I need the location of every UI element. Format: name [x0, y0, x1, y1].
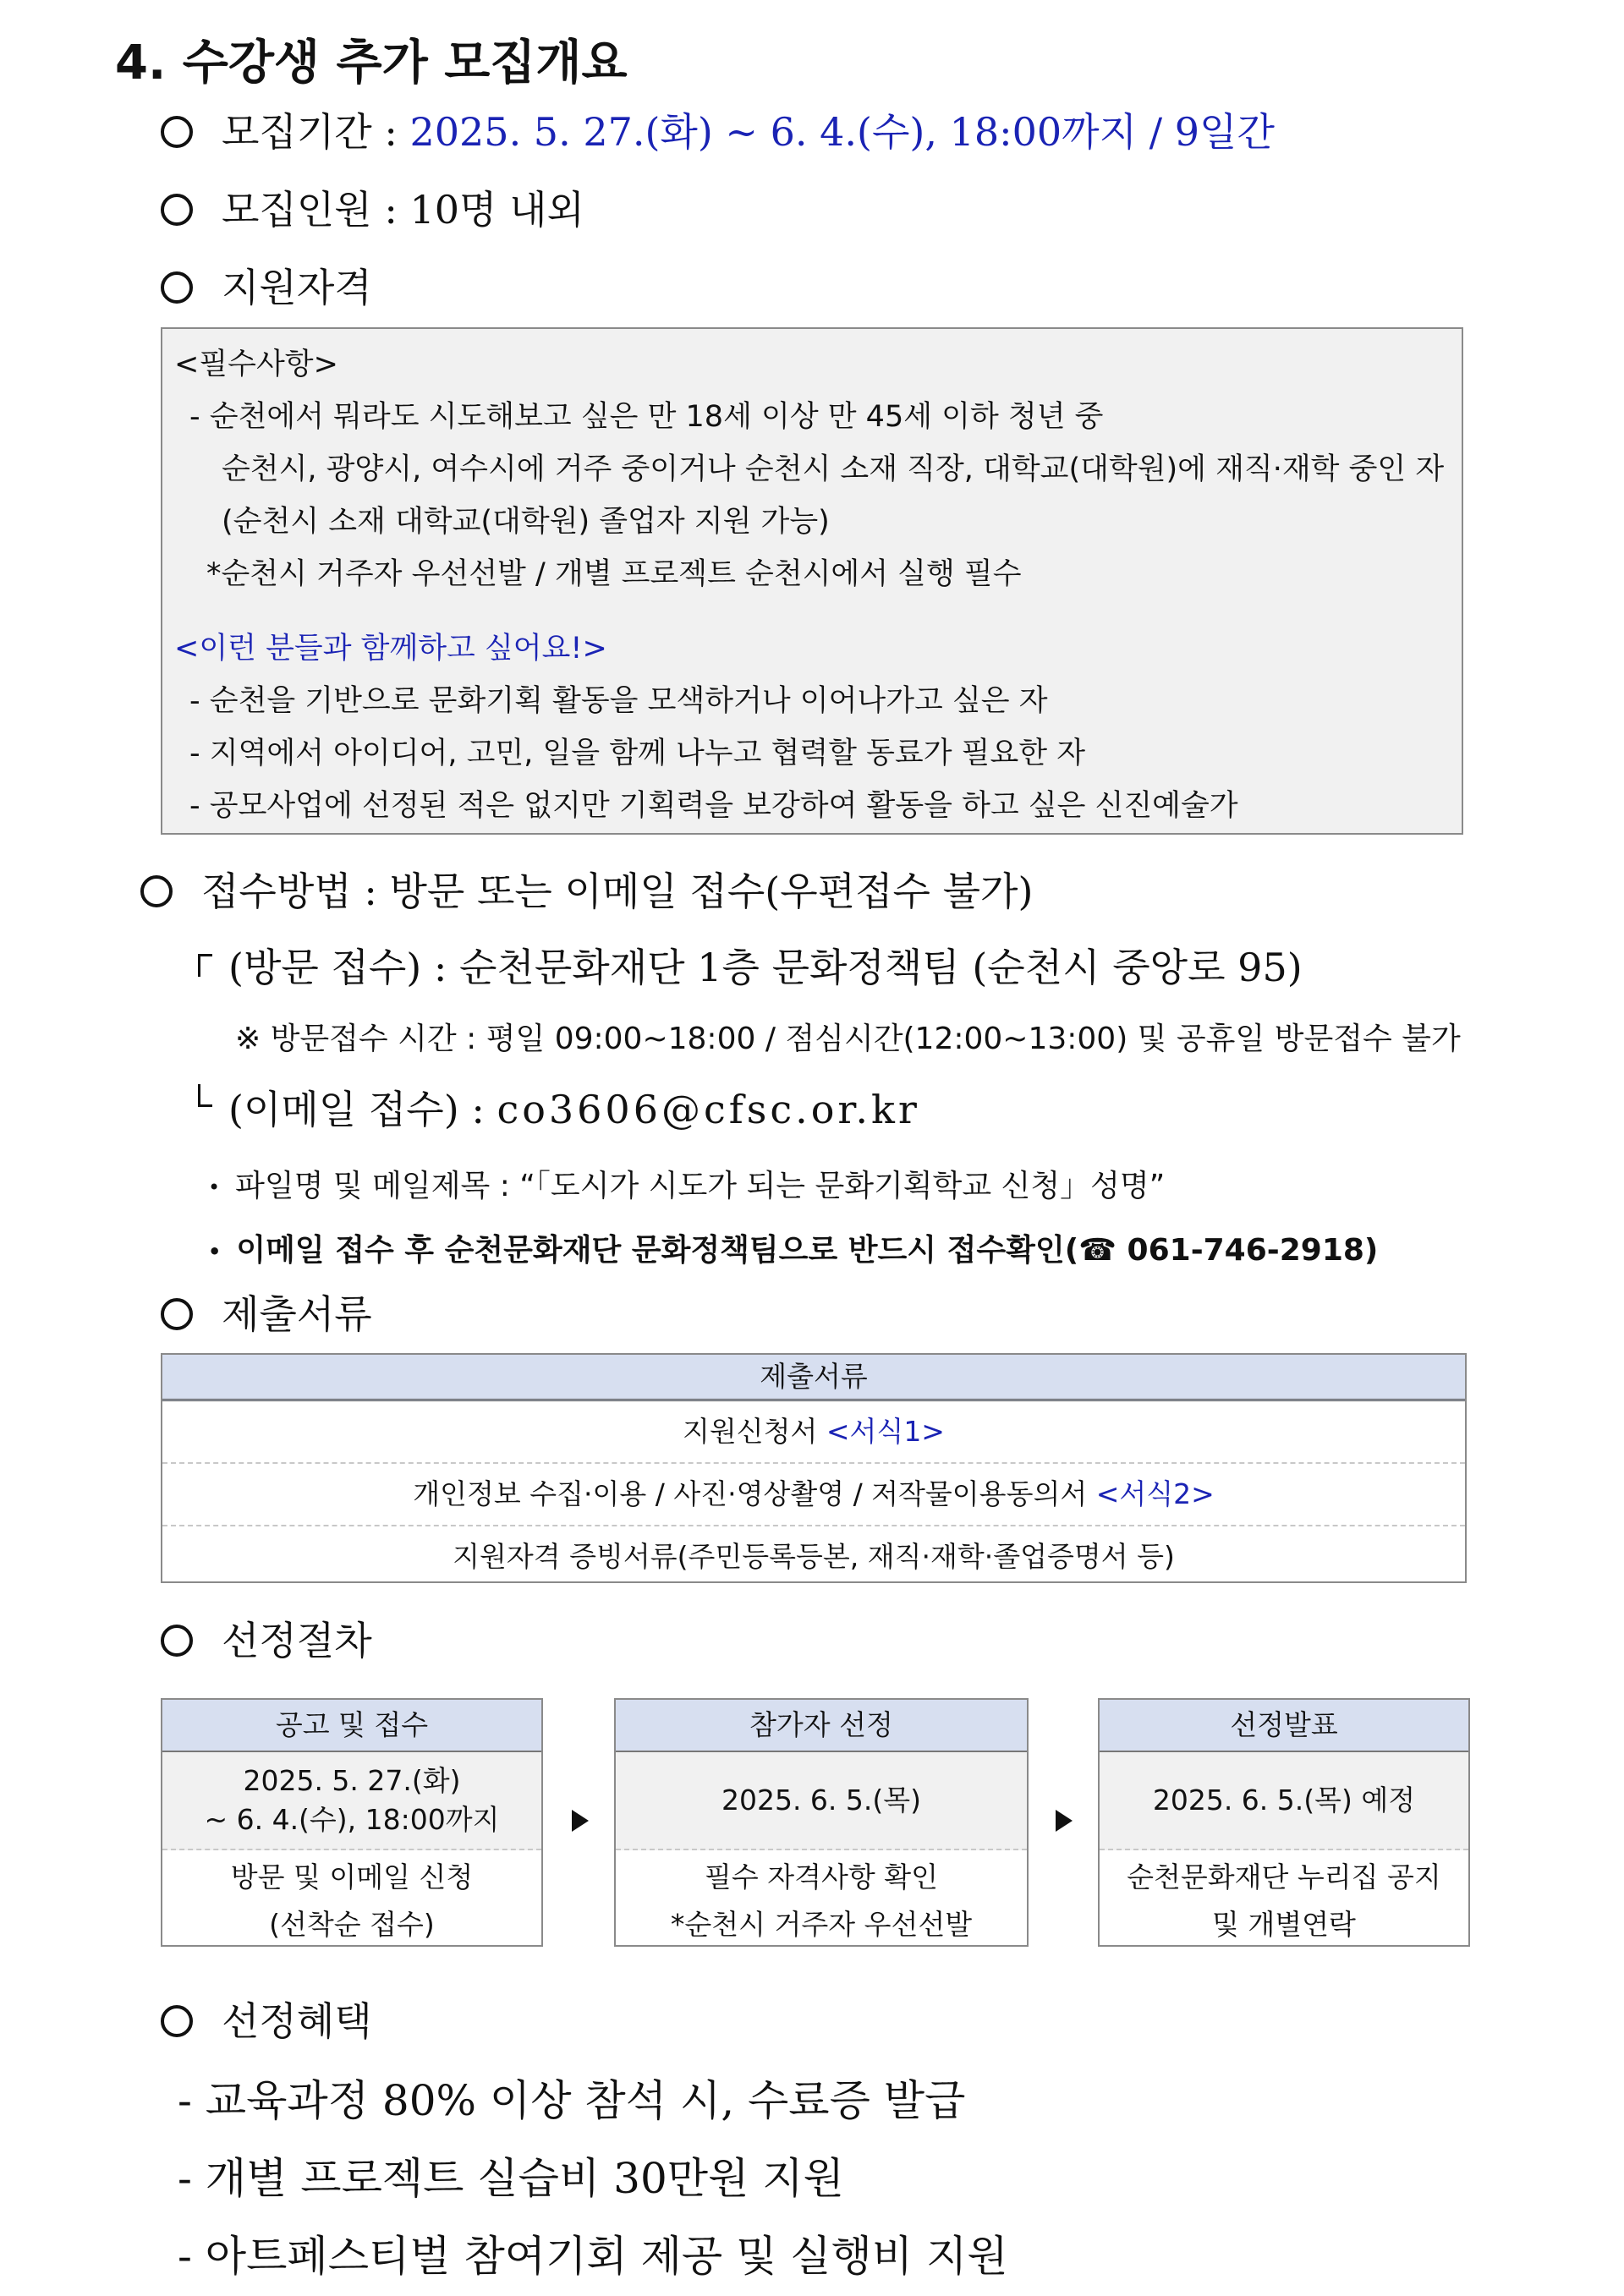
- visit-note: ※ 방문접수 시간 : 평일 09:00~18:00 / 점심시간(12:00~13:00) 및 공휴일 방문접수 불가: [235, 1022, 1461, 1056]
- benefit-item: - 아트페스티벌 참여기회 제공 및 실행비 지원: [178, 2232, 1008, 2281]
- circle-bullet-icon: [161, 1625, 193, 1657]
- benefits-heading: 선정혜택: [161, 1991, 372, 2047]
- circle-bullet-icon: [161, 271, 193, 304]
- documents-table: [161, 1353, 1467, 1583]
- required-line: (순천시 소재 대학교(대학원) 졸업자 지원 가능): [222, 505, 830, 539]
- tree-corner-bottom: [198, 1084, 212, 1107]
- documents-row: 개인정보 수집·이용 / 사진·영상촬영 / 저작물이용동의서 <서식2>: [162, 1464, 1465, 1526]
- required-line: 순천시, 광양시, 여수시에 거주 중이거나 순천시 소재 직장, 대학교(대학원)에 재직·재학 중인 자: [222, 452, 1445, 486]
- benefit-item: - 교육과정 80% 이상 참석 시, 수료증 발급: [178, 2076, 966, 2125]
- section-title: 4. 수강생 추가 모집개요: [115, 36, 628, 90]
- visit-submission: (방문 접수) : 순천문화재단 1층 문화정책팀 (순천시 중앙로 95): [228, 945, 1303, 990]
- step-date: 2025. 6. 5.(목): [616, 1752, 1027, 1850]
- circle-bullet-icon: [161, 1298, 193, 1330]
- email-submission: [228, 1079, 920, 1135]
- confirm-bullet: • 이메일 접수 후 순천문화재단 문화정책팀으로 반드시 접수확인(☎ 061-746-2918): [208, 1233, 1379, 1268]
- step-title: 선정발표: [1100, 1700, 1468, 1752]
- wish-title: <이런 분들과 함께하고 싶어요!>: [174, 632, 607, 666]
- step-desc: 필수 자격사항 확인 *순천시 거주자 우선선발: [670, 1860, 973, 1941]
- step-date: 2025. 6. 5.(목) 예정: [1100, 1752, 1468, 1850]
- recruit-period-label: 모집기간 :: [222, 109, 410, 155]
- required-line: *순천시 거주자 우선선발 / 개별 프로젝트 순천시에서 실행 필수: [206, 557, 1022, 591]
- wish-line: - 공모사업에 선정된 적은 없지만 기획력을 보강하여 활동을 하고 싶은 신진예술가: [189, 789, 1238, 823]
- arrow-right-icon: [572, 1810, 589, 1832]
- file-name-bullet: • 파일명 및 메일제목 : “「도시가 시도가 되는 문화기획학교 신청」성명”: [208, 1169, 1166, 1203]
- step-card: [1098, 1698, 1470, 1947]
- selection-heading: 선정절차: [161, 1610, 372, 1666]
- step-title: 참가자 선정: [616, 1700, 1027, 1752]
- circle-bullet-icon: [140, 875, 173, 907]
- wish-line: - 순천을 기반으로 문화기획 활동을 모색하거나 이어나가고 싶은 자: [189, 684, 1048, 718]
- step-desc: 방문 및 이메일 신청 (선착순 접수): [230, 1860, 474, 1941]
- recruit-count: [161, 179, 584, 235]
- wish-line: - 지역에서 아이디어, 고민, 일을 함께 나누고 협력할 동료가 필요한 자: [189, 737, 1086, 770]
- tree-corner-top: [198, 954, 212, 977]
- documents-row: 지원자격 증빙서류(주민등록등본, 재직·재학·졸업증명서 등): [453, 1540, 1175, 1573]
- recruit-period-value: 2025. 5. 27.(화) ~ 6. 4.(수), 18:00까지 / 9일간: [409, 109, 1275, 155]
- eligibility-heading: 지원자격: [161, 257, 372, 313]
- email-address: co3606@cfsc.or.kr: [497, 1087, 920, 1132]
- email-label: (이메일 접수) :: [228, 1087, 497, 1132]
- required-line: - 순천에서 뭐라도 시도해보고 싶은 만 18세 이상 만 45세 이하 청년 중: [189, 400, 1104, 434]
- recruit-count-value: 10명 내외: [409, 187, 584, 233]
- documents-heading: 제출서류: [161, 1284, 372, 1340]
- step-date: 2025. 5. 27.(화) ~ 6. 4.(수), 18:00까지: [162, 1752, 541, 1850]
- documents-row: 지원신청서 <서식1>: [162, 1401, 1465, 1464]
- arrow-right-icon: [1056, 1810, 1073, 1832]
- recruit-period: [161, 101, 1275, 157]
- circle-bullet-icon: [161, 116, 193, 148]
- eligibility-box: [161, 327, 1463, 835]
- circle-bullet-icon: [161, 194, 193, 226]
- recruit-count-label: 모집인원 :: [222, 187, 410, 233]
- benefit-item: - 개별 프로젝트 실습비 30만원 지원: [178, 2154, 844, 2203]
- step-card: [614, 1698, 1029, 1947]
- documents-table-header: 제출서류: [162, 1355, 1465, 1401]
- step-card: [161, 1698, 543, 1947]
- circle-bullet-icon: [161, 2005, 193, 2037]
- step-desc: 순천문화재단 누리집 공지 및 개별연락: [1127, 1860, 1441, 1941]
- dot-bullet-icon: •: [208, 1240, 222, 1263]
- dot-bullet-icon: •: [208, 1175, 221, 1199]
- required-title: <필수사항>: [174, 348, 338, 381]
- step-title: 공고 및 접수: [162, 1700, 541, 1752]
- submission-heading: 접수방법 : 방문 또는 이메일 접수(우편접수 불가): [140, 861, 1033, 917]
